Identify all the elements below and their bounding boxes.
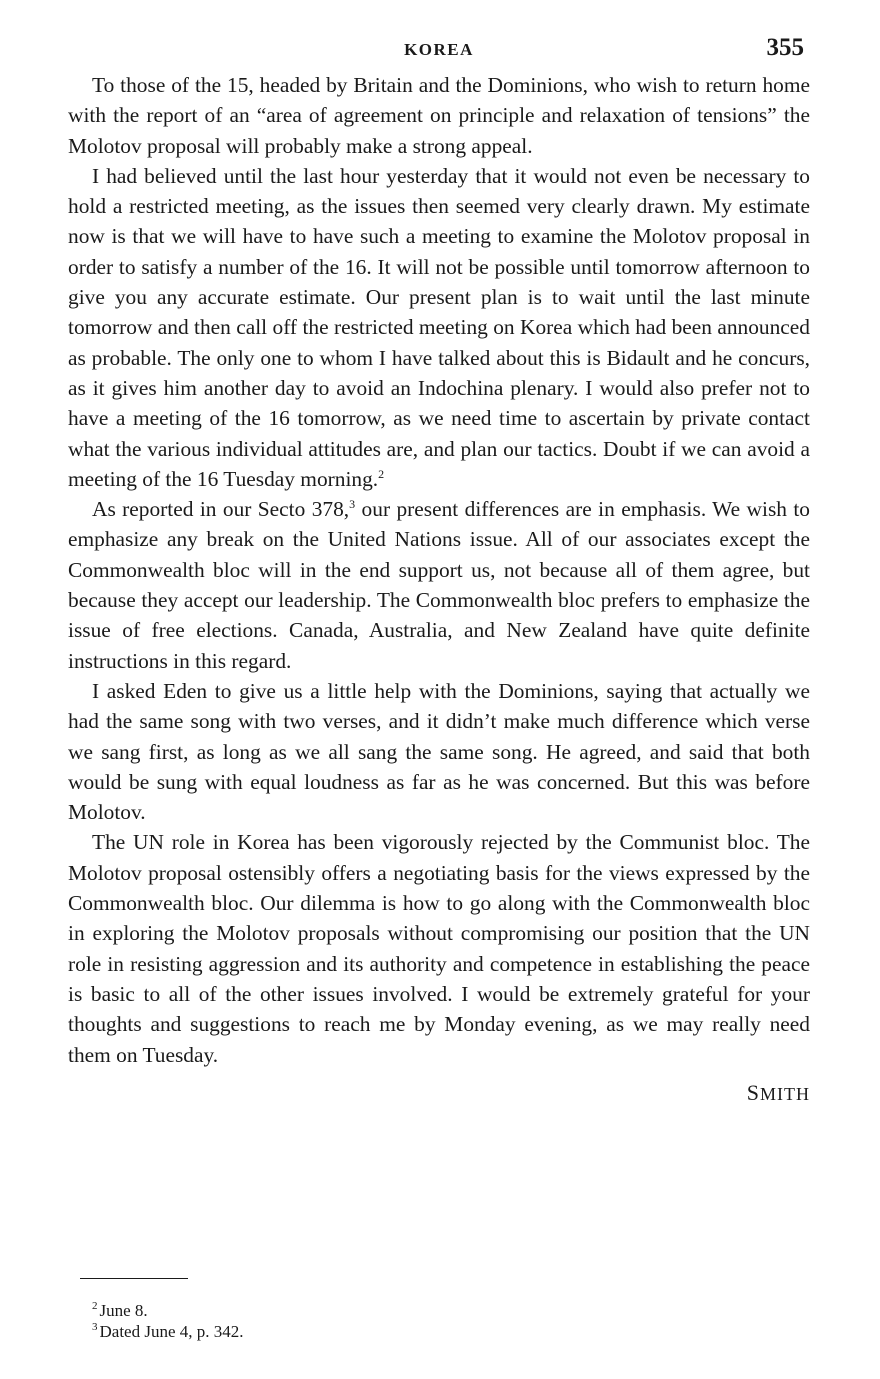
footnote-divider — [80, 1278, 188, 1279]
paragraph-2-text: I had believed until the last hour yesterday that it would not even be necessary to hold a restricted meeting, as the issues then seemed very clearly drawn. My estimate now is that we will have to have such a meeting to examine the Molotov proposal in order to satisfy a number of the 16. It will not be possible until tomorrow afternoon to give you any accurate estimate. Our present plan is to wait until the last minute tomorrow and then call off the restricted meeting on Korea which had been announced as probable. The only one to whom I have talked about this is Bidault and he concurs, as it gives him another day to avoid an Indochina plenary. I would also prefer not to have a meeting of the 16 tomorrow, as we need time to ascertain by private contact what the various individual attitudes are, and plan our tactics. Doubt if we can avoid a meeting of the 16 Tuesday morning. — [68, 163, 810, 491]
paragraph-1: To those of the 15, headed by Britain and the Dominions, who wish to return home with the report of an “area of agreement on principle and relaxation of tensions” the Molotov proposal will probably make a strong appeal. — [68, 73, 810, 158]
running-head — [68, 30, 810, 70]
footnote-3-text: Dated June 4, p. 342. — [99, 1322, 244, 1341]
signature-initial: S — [746, 1079, 760, 1105]
footnote-ref-3: 3 — [349, 497, 356, 512]
footnote-3 — [92, 1321, 244, 1342]
paragraph-3-text-start: As reported in our Secto 378, — [92, 497, 350, 522]
paragraph-3-text-end: our present differences are in emphasis. We wish to emphasize any break on the United Nations issue. All of our associates except the Commonwealth bloc will in the end support us, not because all of them agree, but because they accept our leadership. The Commonwealth bloc prefers to emphasize the issue of free elections. Canada, Australia, and New Zealand have quite definite instructions in this regard. — [68, 497, 810, 673]
paragraph-4: I asked Eden to give us a little help with the Dominions, saying that actually we had the same song with two verses, and it didn’t make much difference which verse we sang first, as long as we all sang the same song. He agreed, and said that both would be sung with equal loudness as far as he was concerned. But this was before Molotov. — [68, 678, 810, 825]
signature-rest: MITH — [760, 1083, 810, 1104]
body-text — [68, 70, 810, 1070]
paragraph-3 — [68, 494, 810, 676]
footnotes — [92, 1300, 244, 1342]
running-title: KOREA — [404, 40, 474, 59]
footnote-2-mark: 2 — [92, 1300, 98, 1312]
paragraph-2 — [68, 161, 810, 494]
footnote-2 — [92, 1300, 244, 1321]
paragraph-5: The UN role in Korea has been vigorously rejected by the Communist bloc. The Molotov proposal ostensibly offers a negotiating basis for the views expressed by the Commonwealth bloc. Our dilemma is how to go along with the Commonwealth bloc in exploring the Molotov proposals without compromising our position that the UN role in resisting aggression and its authority and competence in establishing the peace is basic to all of the other issues involved. I would be extremely grateful for your thoughts and suggestions to reach me by Monday evening, as we may really need them on Tuesday. — [68, 830, 810, 1067]
signature — [68, 1080, 810, 1106]
page-number: 355 — [766, 34, 804, 61]
footnote-3-mark: 3 — [92, 1321, 98, 1333]
document-page — [68, 30, 810, 1106]
footnote-ref-2: 2 — [378, 466, 385, 481]
footnote-2-text: June 8. — [99, 1301, 148, 1320]
